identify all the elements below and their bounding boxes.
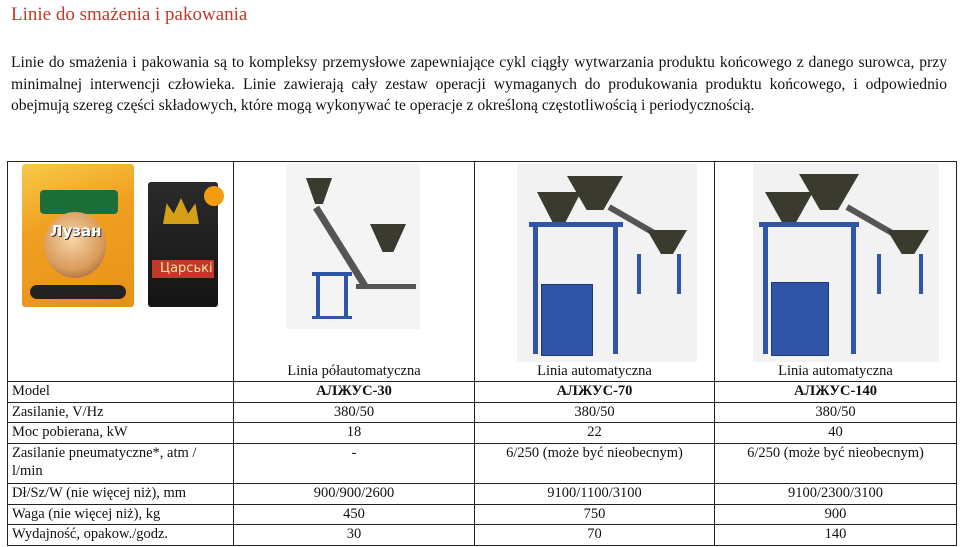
- cell-value: АЛЖУС-30: [234, 382, 475, 403]
- cell-value: 380/50: [234, 402, 475, 423]
- cell-value: -: [234, 443, 475, 483]
- cell-value: 40: [715, 423, 957, 444]
- image-row: [8, 162, 957, 363]
- cell-value: 900: [715, 504, 957, 525]
- row-label: Model: [8, 382, 234, 403]
- pack2-label: Царські: [160, 261, 213, 276]
- row-label: Moc pobierana, kW: [8, 423, 234, 444]
- cell-value: 450: [234, 504, 475, 525]
- line-type-2: Linia automatyczna: [475, 362, 715, 382]
- row-label: Waga (nie więcej niż), kg: [8, 504, 234, 525]
- automatic-line-140-image: [753, 164, 939, 362]
- cell-value: 6/250 (może być nieobecnym): [475, 443, 715, 483]
- page-title: Linie do smażenia i pakowania: [11, 4, 248, 25]
- line-type-3: Linia automatyczna: [715, 362, 957, 382]
- line-type-1: Linia półautomatyczna: [234, 362, 475, 382]
- cell-value: 18: [234, 423, 475, 444]
- machine-image-cell-3: [715, 162, 957, 363]
- row-power-supply: [8, 402, 957, 423]
- cell-value: 380/50: [715, 402, 957, 423]
- semi-automatic-line-image: [286, 164, 420, 329]
- cell-value: 140: [715, 525, 957, 546]
- machine-image-cell-1: [234, 162, 475, 363]
- row-label: Dł/Sz/W (nie więcej niż), mm: [8, 484, 234, 505]
- cell-value: 900/900/2600: [234, 484, 475, 505]
- row-power-consumption: [8, 423, 957, 444]
- spec-table: [7, 161, 957, 546]
- row-output: [8, 525, 957, 546]
- cell-value: 380/50: [475, 402, 715, 423]
- cell-value: 22: [475, 423, 715, 444]
- cell-value: 750: [475, 504, 715, 525]
- sunflower-seeds-pack-image: [22, 164, 134, 307]
- row-dimensions: [8, 484, 957, 505]
- intro-paragraph: Linie do smażenia i pakowania są to kompleksy przemysłowe zapewniające cykl ciągły wytwarzania produktu końcowego z danego surowca, przy minimalnej interwencji człowieka. Linie zawierają cały zestaw operacji wymaganych do produkowania produktu końcowego, i odpowiednio obejmują szereg części składowych, które mogą wykonywać te operacje z określoną częstotliwością i periodycznością.: [11, 54, 947, 114]
- cell-value: 9100/1100/3100: [475, 484, 715, 505]
- cell-value: 9100/2300/3100: [715, 484, 957, 505]
- machine-image-cell-2: [475, 162, 715, 363]
- cell-value: АЛЖУС-70: [475, 382, 715, 403]
- cell-value: 6/250 (może być nieobecnym): [715, 443, 957, 483]
- product-images-cell: [8, 162, 234, 363]
- cell-value: 70: [475, 525, 715, 546]
- cell-value: 30: [234, 525, 475, 546]
- line-type-empty-cell: [8, 362, 234, 382]
- automatic-line-70-image: [517, 164, 697, 362]
- row-label: Zasilanie, V/Hz: [8, 402, 234, 423]
- row-model: [8, 382, 957, 403]
- pack1-label: Лузан: [50, 222, 102, 240]
- row-label: Wydajność, opakow./godz.: [8, 525, 234, 546]
- row-label: Zasilanie pneumatyczne*, atm / l/min: [8, 443, 234, 483]
- cell-value: АЛЖУС-140: [715, 382, 957, 403]
- row-weight: [8, 504, 957, 525]
- tsarski-pack-image: [148, 182, 218, 307]
- line-type-row: [8, 362, 957, 382]
- row-pneumatic-supply: [8, 443, 957, 483]
